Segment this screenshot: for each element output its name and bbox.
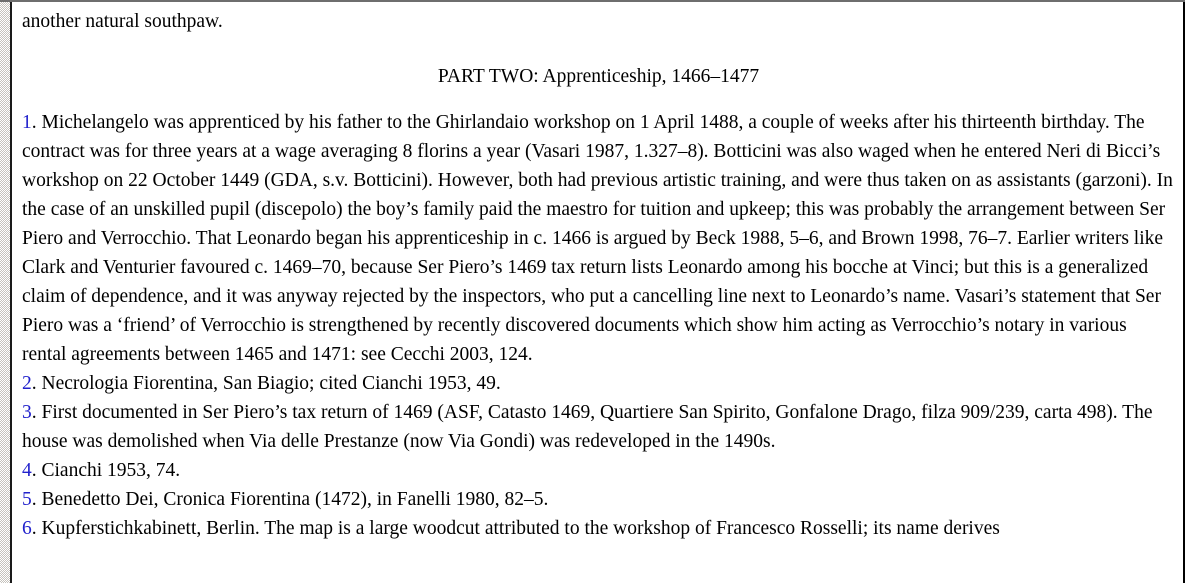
endnote-separator: .	[31, 518, 42, 539]
endnote-separator: .	[31, 402, 42, 423]
endnote-text: Michelangelo was apprenticed by his father to the Ghirlandaio workshop on 1 April 1488, a couple of weeks after his thirteenth birthday. The contract was for three years at a wage averaging 8 florins a year (Vasari 1987, 1.327–8). Botticini was also waged when he entered Neri di Bicci’s workshop on 22 October 1449 (GDA, s.v. Botticini). However, both had previous artistic training, and were thus taken on as assistants (garzoni). In the case of an unskilled pupil (discepolo) the boy’s family paid the maestro for tuition and upkeep; this was probably the arrangement between Ser Piero and Verrocchio. That Leonardo began his apprenticeship in c. 1466 is argued by Beck 1988, 5–6, and Brown 1998, 76–7. Earlier writers like Clark and Venturier favoured c. 1469–70, because Ser Piero’s 1469 tax return lists Leonardo among his bocche at Vinci; but this is a generalized claim of dependence, and it was anyway rejected by the inspectors, who put a cancelling line next to Leonardo’s name. Vasari’s statement that Ser Piero was a ‘friend’ of Verrocchio is strengthened by recently discovered documents which show him acting as Verrocchio’s notary in various rental agreements between 1465 and 1471: see Cecchi 2003, 124.	[22, 112, 1173, 365]
endnote-3	[22, 398, 1175, 456]
endnote-separator: .	[31, 112, 42, 133]
endnote-number-link[interactable]: 2	[22, 373, 32, 394]
endnote-text: Cianchi 1953, 74.	[41, 460, 181, 481]
endnote-6	[22, 514, 1175, 543]
endnote-1	[22, 108, 1175, 369]
endnote-number-link[interactable]: 4	[22, 460, 32, 481]
endnote-text: Kupferstichkabinett, Berlin. The map is a large woodcut attributed to the workshop of Francesco Rosselli; its name derives	[41, 518, 1000, 539]
endnote-4	[22, 456, 1175, 485]
endnote-text: First documented in Ser Piero’s tax return of 1469 (ASF, Catasto 1469, Quartiere San Spirito, Gonfalone Drago, filza 909/239, carta 498). The house was demolished when Via delle Prestanze (now Via Gondi) was redeveloped in the 1490s.	[22, 402, 1153, 452]
endnote-number-link[interactable]: 1	[22, 112, 32, 133]
endnote-separator: .	[31, 460, 42, 481]
endnote-text: Necrologia Fiorentina, San Biagio; cited Cianchi 1953, 49.	[41, 373, 501, 394]
part-heading: PART TWO: Apprenticeship, 1466–1477	[437, 66, 760, 87]
endnote-5	[22, 485, 1175, 514]
endnote-number-link[interactable]: 3	[22, 402, 32, 423]
paragraph-tail: another natural southpaw.	[22, 11, 223, 32]
window-edge-grip	[0, 2, 10, 583]
endnote-number-link[interactable]: 6	[22, 518, 32, 539]
endnote-text: Benedetto Dei, Cronica Fiorentina (1472), in Fanelli 1980, 82–5.	[41, 489, 549, 510]
endnote-number-link[interactable]: 5	[22, 489, 32, 510]
endnote-separator: .	[31, 373, 42, 394]
document-page	[12, 2, 1185, 583]
endnote-2	[22, 369, 1175, 398]
endnote-separator: .	[31, 489, 42, 510]
